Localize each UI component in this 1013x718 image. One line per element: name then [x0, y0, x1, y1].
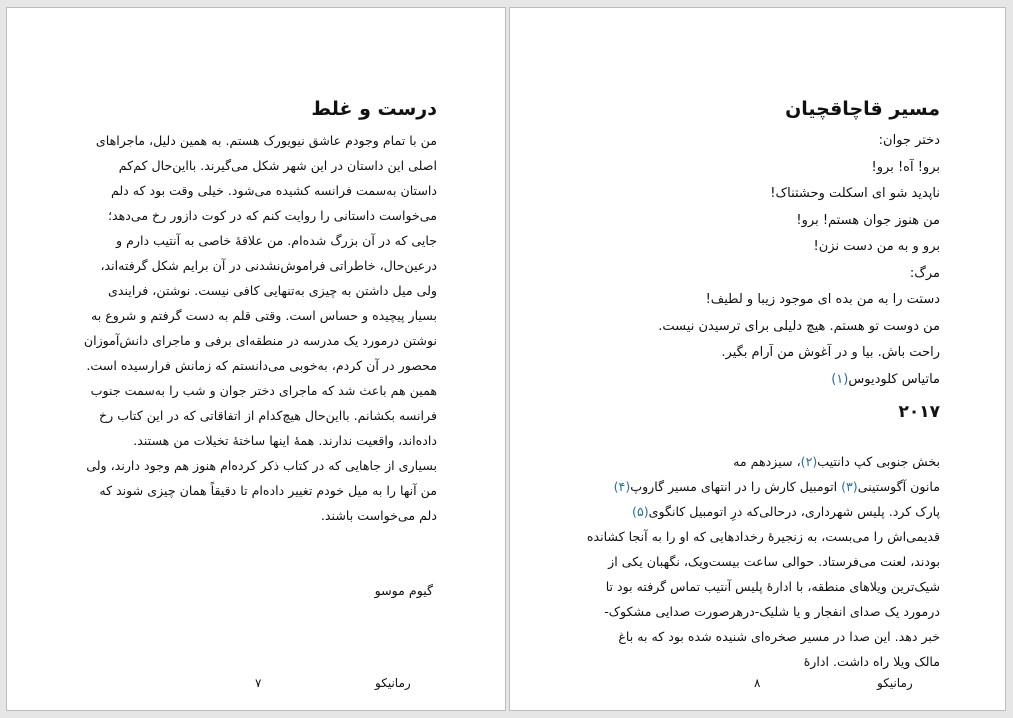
story-line: مالک ویلا راه داشت. ادارهٔ: [803, 654, 940, 669]
footnote-link-3[interactable]: (۳): [841, 479, 858, 494]
preface-line: محصور در آن کردم، به‌خوبی می‌دانستم که زمانش فرارسیده است.: [86, 358, 437, 373]
poem-line: من دوست تو هستم. هیچ دلیلی برای ترسیدن نیست.: [658, 318, 940, 334]
preface-line: داستان به‌سمت فرانسه کشیده می‌شود. خیلی وقت بود که دلم: [110, 183, 437, 198]
story-line: قدیمی‌اش را می‌بست، به زنجیرهٔ رخدادهایی که او را به آنجا کشانده: [586, 529, 940, 544]
preface-line: دلم می‌خواست باشند.: [320, 508, 437, 523]
epigraph-poem: [574, 128, 940, 393]
preface-line: داده‌اند، واقعیت ندارند. همهٔ اینها ساختهٔ تخیلات من هستند.: [133, 433, 437, 448]
preface-line: من آنها را به میل خودم تغییر داده‌ام تا دقیقاً همان چیزی شوند که: [99, 483, 437, 498]
footer-publisher: رمانیکو: [375, 676, 411, 690]
left-page-text-column: [77, 96, 437, 528]
poem-line: دختر جوان:: [878, 133, 940, 148]
setting-date: ، سیزدهم مه: [733, 454, 801, 469]
poem-line: ناپدید شو ای اسکلت وحشتناک!: [770, 186, 940, 201]
preface-line: اصلی این داستان در این شهر شکل می‌گیرند. بااین‌حال کم‌کم: [118, 158, 437, 173]
poem-attribution: [574, 367, 940, 394]
story-line: شیک‌ترین ویلاهای منطقه، با ادارهٔ پلیس آنتیب تماس گرفته بود تا: [605, 579, 940, 594]
preface-line: من با تمام وجودم عاشق نیویورک هستم. به همین دلیل، ماجراهای: [95, 133, 437, 148]
preface-line: جایی که در آن بزرگ شده‌ام. من علاقهٔ خاصی به آنتیب دارم و: [116, 233, 437, 248]
footnote-link-4[interactable]: (۴): [613, 479, 631, 494]
page-number: ۸: [754, 676, 761, 690]
chapter-title-smugglers-path: مسیر قاچاقچیان: [785, 98, 940, 120]
preface-line: نوشتن درمورد یک مدرسه در منطقه‌ای برفی و ماجرای دانش‌آموزان: [83, 333, 437, 348]
story-line: درمورد یک صدای انفجار و یا شلیک-درهرصورت صدایی مشکوک-: [604, 604, 940, 619]
section-year: ۲۰۱۷: [898, 402, 940, 422]
author-signature: گیوم موسو: [374, 583, 433, 598]
setting-line: [574, 449, 940, 474]
preface-line: فرانسه بکشانم. بااین‌حال هیچ‌کدام از اتفاقاتی که در این کتاب رخ: [99, 408, 437, 423]
story-text: اتومبیل کارش را در انتهای مسیر گاروپ: [630, 479, 842, 494]
story-line: [574, 499, 940, 524]
preface-line: بسیاری از جاهایی که در کتاب ذکر کرده‌ام هنوز هم وجود دارند، ولی: [86, 458, 437, 473]
right-page-text-column: [574, 96, 940, 674]
attribution-name: ماتیاس کلودیوس: [848, 371, 940, 387]
story-paragraph: [574, 449, 940, 674]
poem-line: برو و به من دست نزن!: [813, 239, 940, 254]
footnote-link-5[interactable]: (۵): [632, 504, 649, 519]
setting-text: بخش جنوبی کپ دانتیب: [817, 454, 940, 469]
preface-line: درعین‌حال، خاطراتی فراموش‌نشدنی در آن برایم شکل گرفته‌اند،: [100, 258, 437, 273]
poem-line: راحت باش. بیا و در آغوش من آرام بگیر.: [721, 345, 940, 360]
poem-line: من هنوز جوان هستم! برو!: [796, 212, 940, 228]
preface-line: می‌خواست داستانی را روایت کنم که در کوت دازور رخ می‌دهد؛: [107, 208, 437, 223]
chapter-title-true-and-false: درست و غلط: [311, 98, 437, 120]
story-line: خبر دهد. این صدا در مسیر صخره‌ای شنیده شده بود که به باغ: [618, 629, 940, 644]
story-text: مانون آگوستینی: [857, 479, 940, 494]
page-8: [509, 7, 1006, 711]
preface-line: بسیار پیچیده و حساس است. وقتی قلم به دست گرفتم و شروع به: [90, 308, 437, 323]
footnote-link-1[interactable]: (۱): [831, 371, 849, 387]
story-text: پارک کرد. پلیس شهرداری، درحالی‌که درِ اتومبیل کانگوی: [648, 504, 940, 519]
preface-paragraph: [77, 128, 437, 528]
preface-line: همین هم باعث شد که ماجرای دختر جوان و شب را به‌سمت جنوب: [90, 383, 437, 398]
preface-line: ولی میل داشتن به چیزی به‌تنهایی کافی نیست. نوشتن، فرایندی: [108, 283, 437, 298]
poem-line: دستت را به من بده ای موجود زیبا و لطیف!: [705, 292, 940, 307]
poem-line: مرگ:: [909, 265, 940, 281]
story-line: [574, 474, 940, 499]
page-7: [6, 7, 506, 711]
story-line: بودند، لعنت می‌فرستاد. حوالی ساعت بیست‌ویک، نگهبان یکی از: [608, 554, 940, 569]
footnote-link-2[interactable]: (۲): [800, 454, 818, 469]
page-number: ۷: [255, 676, 262, 690]
poem-line: برو! آه! برو!: [871, 159, 940, 175]
footer-publisher: رمانیکو: [877, 676, 913, 690]
